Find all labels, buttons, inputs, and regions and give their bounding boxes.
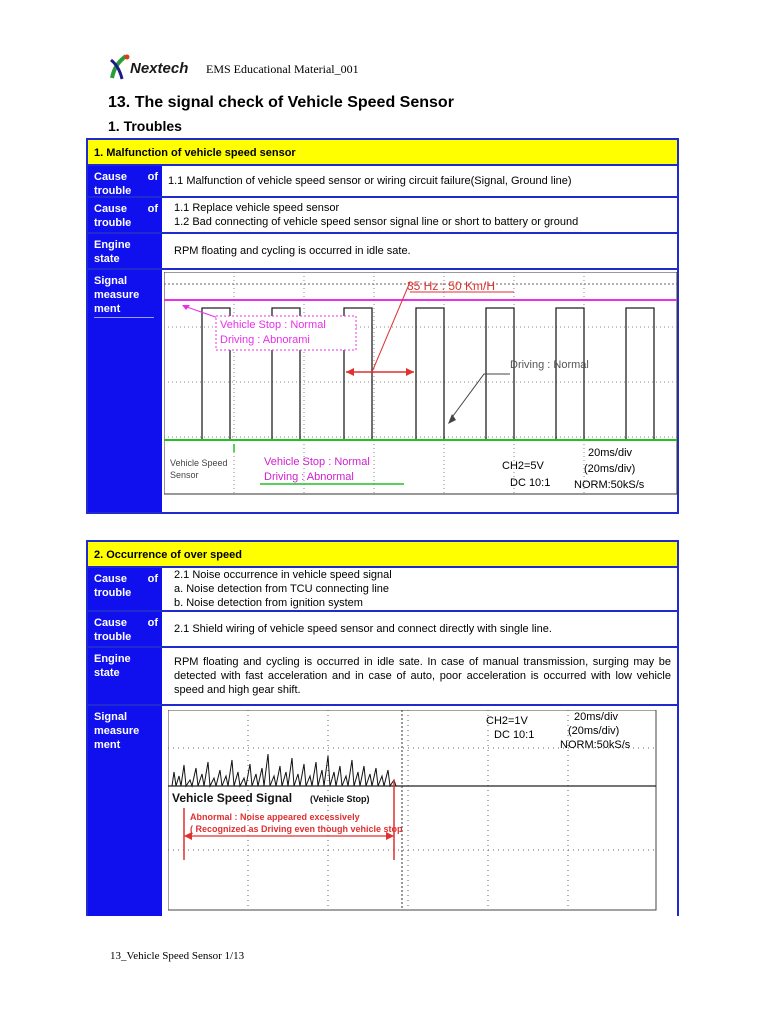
sensor-label-1: Vehicle Speed: [170, 458, 228, 468]
page-footer: 13_Vehicle Speed Sensor 1/13: [110, 950, 245, 962]
top-note-1: Vehicle Stop : Normal: [220, 319, 326, 331]
dc-setting: DC 10:1: [494, 729, 535, 741]
timebase-1: 20ms/div: [588, 447, 633, 459]
table-row: [88, 234, 677, 270]
nextech-logo-icon: [108, 52, 132, 82]
table-row: [88, 612, 677, 648]
row-label: Signal measure ment: [88, 270, 162, 512]
scope-image-2: [162, 706, 677, 916]
table-malfunction: [86, 138, 679, 514]
timebase-1: 20ms/div: [574, 711, 619, 723]
table-heading: 1. Malfunction of vehicle speed sensor: [88, 140, 677, 166]
row-label: Cause of trouble: [88, 568, 162, 610]
row-label: Cause of trouble: [88, 198, 162, 232]
section-title: 1. Troubles: [108, 118, 182, 134]
table-heading: 2. Occurrence of over speed: [88, 542, 677, 568]
row-value: 2.1 Shield wiring of vehicle speed sensor and connect directly with single line.: [174, 623, 552, 635]
bottom-note-2: Driving : Abnormal: [264, 471, 354, 483]
bottom-note-1: Vehicle Stop : Normal: [264, 456, 370, 468]
signal-label: Vehicle Speed Signal: [172, 791, 293, 805]
table-row: [88, 648, 677, 706]
channel-setting: CH2=5V: [502, 460, 544, 472]
driving-note: Driving : Normal: [510, 359, 589, 371]
row-value: RPM floating and cycling is occurred in idle sate. In case of manual transmission, surging may be detected with fast acceleration and in case of auto, poor acceleration is occurred with low vehicle speed and high gear shift.: [174, 656, 671, 696]
oscilloscope-waveform-1: [164, 272, 679, 510]
table-row: [88, 270, 677, 512]
sensor-label-2: Sensor: [170, 470, 199, 480]
row-label: Cause of trouble: [88, 166, 162, 196]
row-label: Engine state: [88, 234, 162, 268]
table-row: [88, 166, 677, 198]
timebase-2: (20ms/div): [584, 463, 636, 475]
table-row: [88, 706, 677, 916]
row-value: 2.1 Noise occurrence in vehicle speed signal a. Noise detection from TCU connecting line b. Noise detection from ignition system: [174, 569, 392, 609]
oscilloscope-waveform-2: [168, 710, 683, 916]
table-row: [88, 198, 677, 234]
scope-image-1: [162, 270, 677, 512]
sample-rate: NORM:50kS/s: [560, 739, 631, 751]
dc-setting: DC 10:1: [510, 477, 551, 489]
row-value: 1.1 Replace vehicle speed sensor 1.2 Bad connecting of vehicle speed sensor signal line or short to battery or ground: [174, 202, 579, 228]
freq-note: 35 Hz : 50 Km/H: [407, 279, 496, 293]
row-label: Cause of trouble: [88, 612, 162, 646]
top-note-2: Driving : Abnorami: [220, 334, 310, 346]
channel-setting: CH2=1V: [486, 715, 528, 727]
doc-label: EMS Educational Material_001: [206, 62, 359, 76]
abnormal-note-1: Abnormal : Noise appeared excessively: [190, 812, 360, 822]
row-label: Signal measure ment: [88, 706, 162, 916]
row-value: RPM floating and cycling is occurred in idle sate.: [174, 245, 411, 257]
sample-rate: NORM:50kS/s: [574, 479, 645, 491]
abnormal-note-2: ( Recognized as Driving even though vehicle stop: [190, 824, 403, 834]
row-value: 1.1 Malfunction of vehicle speed sensor or wiring circuit failure(Signal, Ground line): [168, 175, 572, 187]
timebase-2: (20ms/div): [568, 725, 620, 737]
signal-sub-label: (Vehicle Stop): [310, 794, 370, 804]
nextech-logo: [108, 52, 200, 82]
table-over-speed: [86, 540, 679, 916]
table-row: [88, 568, 677, 612]
logo-text: Nextech: [130, 60, 189, 77]
page-title: 13. The signal check of Vehicle Speed Sensor: [108, 94, 454, 111]
row-label: Engine state: [88, 648, 162, 704]
